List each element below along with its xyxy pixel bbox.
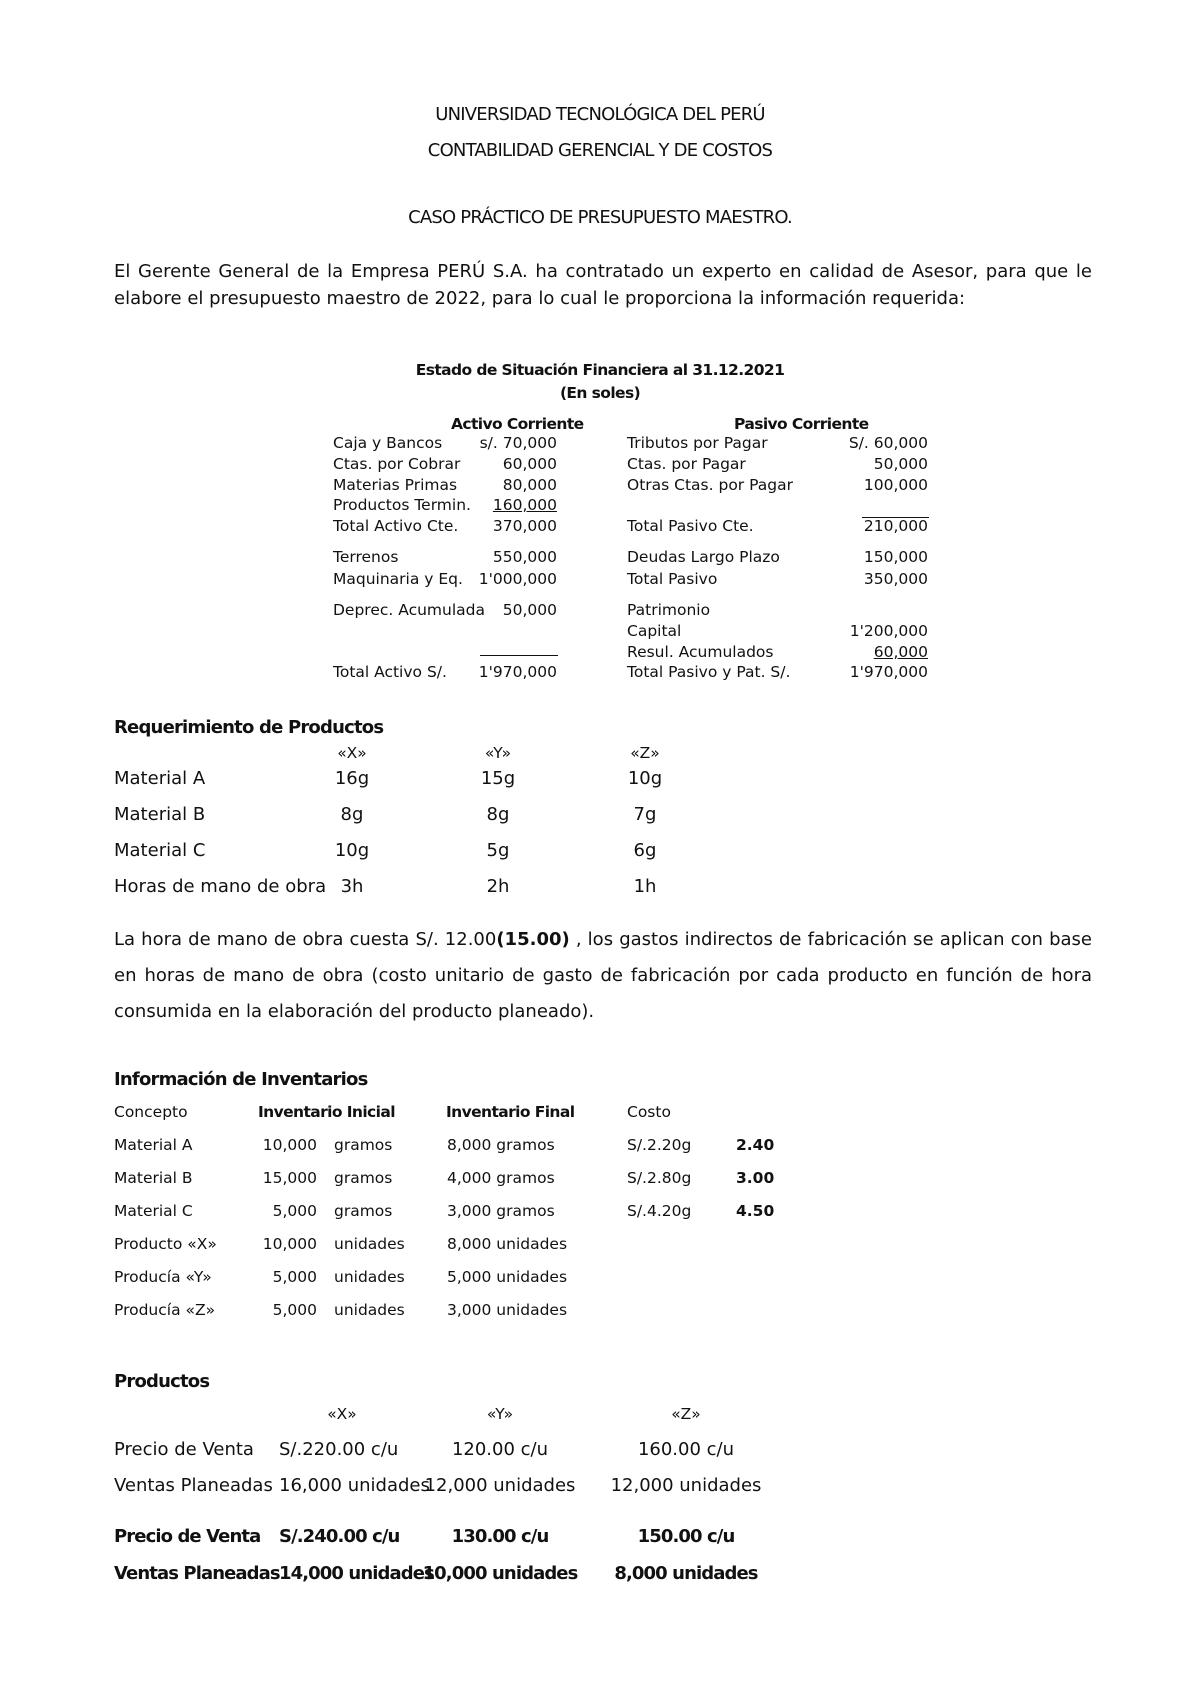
inventarios-inicial: 5,000 bbox=[272, 1268, 317, 1286]
requerimiento-cell: 10g bbox=[627, 768, 663, 789]
balance-subtitle: (En soles) bbox=[559, 384, 641, 402]
requerimiento-cell: 16g bbox=[334, 768, 370, 789]
productos-cell: 8,000 unidades bbox=[614, 1563, 758, 1584]
pasivo-row-value: 100,000 bbox=[863, 476, 928, 494]
inventarios-costo: S/.2.80g bbox=[627, 1169, 692, 1187]
pasivo-row-label: Total Pasivo y Pat. S/. bbox=[627, 663, 791, 681]
productos-column-header: «Z» bbox=[671, 1405, 701, 1423]
inventarios-unidad: gramos bbox=[334, 1202, 393, 1220]
productos-cell: 150.00 c/u bbox=[637, 1526, 735, 1547]
requerimiento-column-header: «Y» bbox=[484, 744, 512, 762]
pasivo-row-value: 150,000 bbox=[863, 548, 928, 566]
pasivo-row-label: Otras Ctas. por Pagar bbox=[627, 476, 793, 494]
activo-row-label: Productos Termin. bbox=[333, 496, 471, 514]
productos-cell: 14,000 unidades bbox=[279, 1563, 434, 1584]
productos-row-label: Precio de Venta bbox=[114, 1526, 261, 1547]
pasivo-row-label: Deudas Largo Plazo bbox=[627, 548, 780, 566]
activo-row-label: Terrenos bbox=[333, 548, 399, 566]
inventarios-concepto: Producía «Z» bbox=[114, 1301, 216, 1319]
pasivo-row-value: 60,000 bbox=[873, 643, 928, 661]
inventarios-costo-nuevo: 3.00 bbox=[736, 1169, 775, 1187]
inventarios-title: Información de Inventarios bbox=[114, 1069, 368, 1090]
inventarios-unidad: gramos bbox=[334, 1169, 393, 1187]
inventarios-final: 4,000 gramos bbox=[447, 1169, 555, 1187]
requerimiento-cell: 10g bbox=[334, 840, 370, 861]
activo-row-label: Materias Primas bbox=[333, 476, 458, 494]
inventarios-final: 8,000 gramos bbox=[447, 1136, 555, 1154]
productos-cell: 130.00 c/u bbox=[451, 1526, 549, 1547]
requerimiento-cell: 15g bbox=[480, 768, 516, 789]
inventarios-concepto: Producía «Y» bbox=[114, 1268, 212, 1286]
activo-row-label: Caja y Bancos bbox=[333, 434, 443, 452]
inventarios-inicial: 15,000 bbox=[262, 1169, 317, 1187]
requerimiento-cell: 6g bbox=[633, 840, 657, 861]
inventarios-inicial: 5,000 bbox=[272, 1202, 317, 1220]
inventarios-unidad: gramos bbox=[334, 1136, 393, 1154]
inventarios-costo: S/.2.20g bbox=[627, 1136, 692, 1154]
requerimiento-row-label: Material B bbox=[114, 804, 206, 825]
productos-cell: S/.220.00 c/u bbox=[279, 1439, 399, 1460]
inventarios-column-header: Concepto bbox=[114, 1103, 188, 1121]
balance-title: Estado de Situación Financiera al 31.12.2021 bbox=[415, 361, 785, 379]
pasivo-row-value: S/. 60,000 bbox=[848, 434, 928, 452]
requerimiento-cell: 8g bbox=[486, 804, 510, 825]
inventarios-column-header: Inventario Final bbox=[446, 1103, 575, 1121]
inventarios-concepto: Producto «X» bbox=[114, 1235, 217, 1253]
inventarios-costo-nuevo: 4.50 bbox=[736, 1202, 775, 1220]
requerimiento-cell: 2h bbox=[486, 876, 510, 897]
activo-row-value: 80,000 bbox=[502, 476, 557, 494]
pasivo-row-label: Tributos por Pagar bbox=[627, 434, 768, 452]
productos-cell: 10,000 unidades bbox=[422, 1563, 578, 1584]
inventarios-unidad: unidades bbox=[334, 1301, 405, 1319]
activo-row-value: 370,000 bbox=[492, 517, 557, 535]
pasivo-row-value: 210,000 bbox=[863, 517, 928, 535]
inventarios-final: 8,000 unidades bbox=[447, 1235, 568, 1253]
activo-row-value: 1'970,000 bbox=[478, 663, 557, 681]
productos-row-label: Ventas Planeadas bbox=[114, 1563, 280, 1584]
pasivo-row-value: 50,000 bbox=[873, 455, 928, 473]
inventarios-concepto: Material C bbox=[114, 1202, 193, 1220]
activo-total-rule bbox=[480, 655, 558, 656]
inventarios-inicial: 5,000 bbox=[272, 1301, 317, 1319]
productos-cell: 16,000 unidades bbox=[279, 1475, 430, 1496]
pasivo-corriente-header: Pasivo Corriente bbox=[734, 415, 869, 433]
productos-title: Productos bbox=[114, 1371, 210, 1392]
inventarios-unidad: unidades bbox=[334, 1235, 405, 1253]
productos-row-label: Precio de Venta bbox=[114, 1439, 254, 1460]
inventarios-inicial: 10,000 bbox=[262, 1235, 317, 1253]
requerimiento-cell: 3h bbox=[340, 876, 364, 897]
activo-row-value: 550,000 bbox=[492, 548, 557, 566]
inventarios-final: 3,000 gramos bbox=[447, 1202, 555, 1220]
intro-paragraph: El Gerente General de la Empresa PERÚ S.A. ha contratado un experto en calidad de Asesor, para que le elabore el presupuesto maestro de 2022, para lo cual le proporciona la información requerida: bbox=[114, 261, 1092, 309]
requerimiento-column-header: «X» bbox=[337, 744, 367, 762]
requerimiento-row-label: Material A bbox=[114, 768, 206, 789]
productos-cell: 120.00 c/u bbox=[451, 1439, 549, 1460]
activo-row-value: 160,000 bbox=[492, 496, 557, 514]
university-title: UNIVERSIDAD TECNOLÓGICA DEL PERÚ bbox=[435, 104, 765, 125]
productos-row-label: Ventas Planeadas bbox=[114, 1475, 273, 1496]
pasivo-row-label: Total Pasivo Cte. bbox=[627, 517, 754, 535]
activo-row-value: 1'000,000 bbox=[478, 570, 557, 588]
inventarios-costo-nuevo: 2.40 bbox=[736, 1136, 775, 1154]
productos-cell: 12,000 unidades bbox=[424, 1475, 576, 1496]
inventarios-concepto: Material B bbox=[114, 1169, 193, 1187]
productos-cell: 12,000 unidades bbox=[610, 1475, 762, 1496]
pasivo-row-value: 1'970,000 bbox=[849, 663, 928, 681]
inventarios-final: 3,000 unidades bbox=[447, 1301, 568, 1319]
pasivo-row-label: Capital bbox=[627, 622, 682, 640]
activo-corriente-header: Activo Corriente bbox=[451, 415, 584, 433]
pasivo-row-label: Total Pasivo bbox=[627, 570, 718, 588]
requerimiento-row-label: Material C bbox=[114, 840, 206, 861]
inventarios-costo: S/.4.20g bbox=[627, 1202, 692, 1220]
activo-row-value: 50,000 bbox=[502, 601, 557, 619]
requerimiento-column-header: «Z» bbox=[630, 744, 660, 762]
mano-obra-text-1: La hora de mano de obra cuesta S/. 12.00 bbox=[114, 929, 497, 950]
activo-row-label: Deprec. Acumulada bbox=[333, 601, 485, 619]
inventarios-column-header: Costo bbox=[627, 1103, 671, 1121]
inventarios-final: 5,000 unidades bbox=[447, 1268, 568, 1286]
requerimiento-cell: 8g bbox=[340, 804, 364, 825]
productos-cell: 160.00 c/u bbox=[637, 1439, 735, 1460]
requerimiento-cell: 1h bbox=[633, 876, 657, 897]
activo-row-label: Ctas. por Cobrar bbox=[333, 455, 461, 473]
requerimiento-cell: 7g bbox=[633, 804, 657, 825]
activo-row-label: Total Activo S/. bbox=[333, 663, 447, 681]
inventarios-concepto: Material A bbox=[114, 1136, 193, 1154]
activo-row-label: Maquinaria y Eq. bbox=[333, 570, 463, 588]
requerimiento-cell: 5g bbox=[486, 840, 510, 861]
activo-row-value: s/. 70,000 bbox=[479, 434, 557, 452]
pasivo-row-value: 1'200,000 bbox=[849, 622, 928, 640]
productos-column-header: «X» bbox=[327, 1405, 357, 1423]
inventarios-inicial: 10,000 bbox=[262, 1136, 317, 1154]
course-title: CONTABILIDAD GERENCIAL Y DE COSTOS bbox=[427, 140, 773, 161]
pasivo-row-value: 350,000 bbox=[863, 570, 928, 588]
activo-row-value: 60,000 bbox=[502, 455, 557, 473]
requerimiento-row-label: Horas de mano de obra bbox=[114, 876, 327, 897]
pasivo-blank-rule bbox=[862, 517, 929, 518]
productos-column-header: «Y» bbox=[486, 1405, 514, 1423]
mano-obra-bold-cost: (15.00) bbox=[496, 929, 570, 950]
mano-obra-text-2: , los gastos indirectos de fabricación se aplican con base en horas de mano de obra (costo unitario de gasto de fabricación por cada producto en función de hora consumida en la elaboración del producto planeado). bbox=[114, 929, 1092, 1022]
activo-row-label: Total Activo Cte. bbox=[333, 517, 459, 535]
case-title: CASO PRÁCTICO DE PRESUPUESTO MAESTRO. bbox=[408, 207, 792, 228]
requerimiento-title: Requerimiento de Productos bbox=[114, 717, 384, 738]
pasivo-row-label: Ctas. por Pagar bbox=[627, 455, 746, 473]
inventarios-unidad: unidades bbox=[334, 1268, 405, 1286]
inventarios-column-header: Inventario Inicial bbox=[258, 1103, 395, 1121]
productos-cell: S/.240.00 c/u bbox=[279, 1526, 400, 1547]
mano-obra-paragraph bbox=[114, 922, 1092, 1030]
pasivo-row-label: Resul. Acumulados bbox=[627, 643, 774, 661]
pasivo-row-label: Patrimonio bbox=[627, 601, 711, 619]
